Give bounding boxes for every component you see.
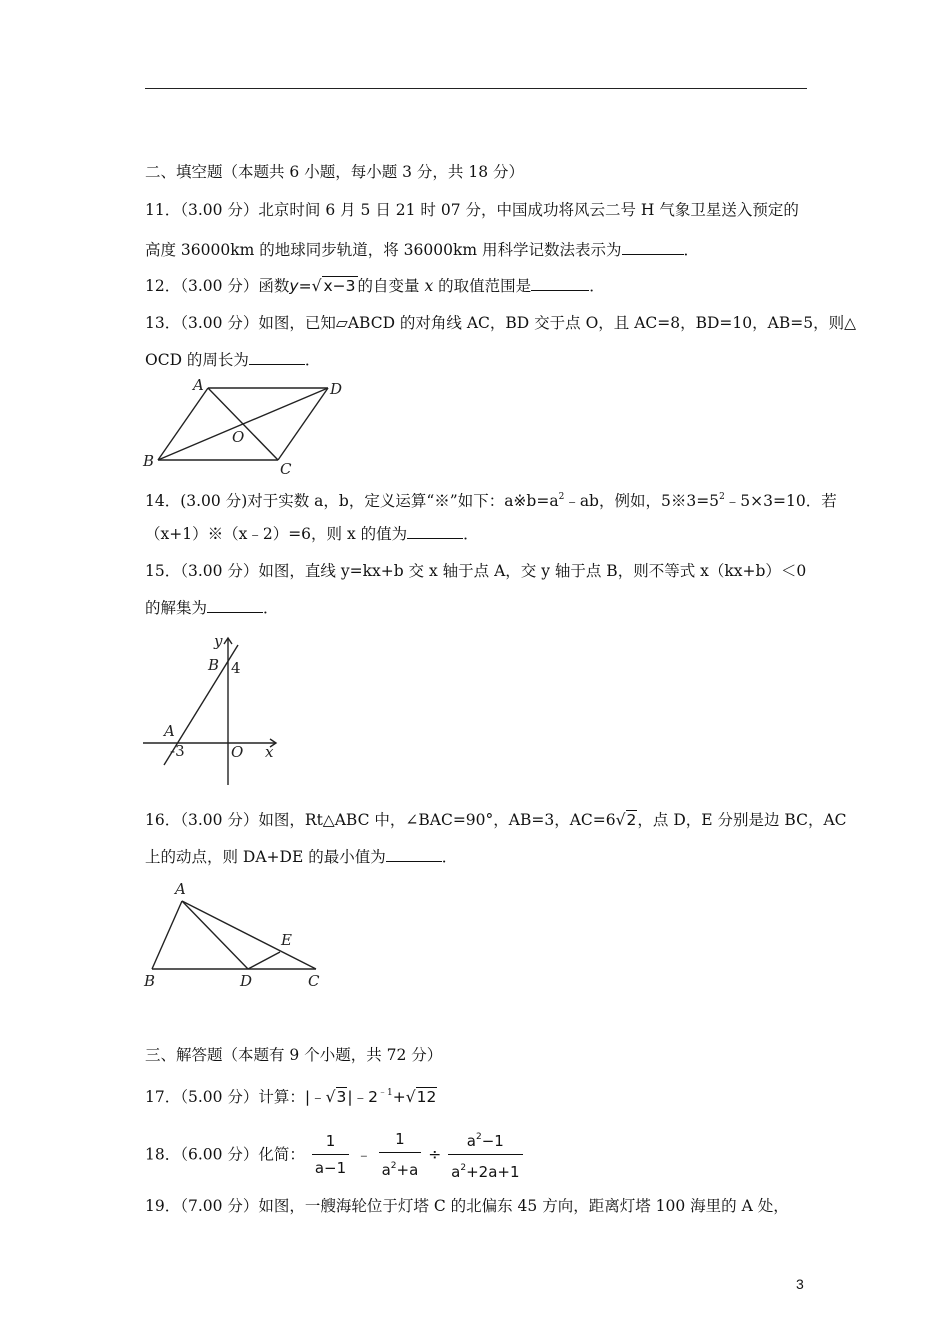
q18-f2-den-a: a: [381, 1161, 391, 1179]
q14-line1: [145, 487, 837, 511]
q18-f3-num-a: a: [466, 1132, 476, 1150]
q15-line1: 15．（3.00 分）如图，直线 y=kx+b 交 x 轴于点 A，交 y 轴于点 B，则不等式 x（kx+b）＜0: [145, 562, 807, 580]
q14-text-b: ﹣ab，例如，5※3=5: [564, 492, 720, 510]
q12-var: x: [424, 277, 434, 295]
q16-sqrt2-radicand: 2: [626, 811, 637, 829]
q18-div: ÷: [428, 1145, 442, 1164]
q15-end: ．: [263, 599, 279, 617]
q12-eq: =: [298, 277, 312, 295]
q14-answer-blank[interactable]: [407, 524, 463, 539]
q12-prefix: 12．（3.00 分）函数: [145, 277, 290, 295]
q16-label-e: E: [281, 931, 292, 949]
q12-answer-blank[interactable]: [531, 276, 589, 291]
q15-label-4: 4: [231, 659, 241, 677]
q12-suffix: 的取值范围是: [438, 277, 532, 295]
q15-label-neg3: -3: [170, 742, 185, 760]
q13-label-o: O: [232, 428, 245, 446]
q12-line: [145, 276, 605, 296]
q16-text-b: ，点 D，E 分别是边 BC，AC: [637, 811, 847, 829]
q16-label-c: C: [308, 972, 320, 990]
q15-line2: [145, 598, 279, 618]
q15-label-x: x: [265, 743, 274, 761]
q16-answer-blank[interactable]: [386, 847, 442, 862]
q16-end: ．: [441, 848, 458, 866]
section3-title: 三、解答题（本题有 9 个小题，共 72 分）: [145, 1046, 443, 1064]
q14-text-line2: （x+1）※（x﹣2）=6，则 x 的值为: [145, 525, 408, 543]
q15-label-o: O: [231, 743, 244, 761]
q18-f3-den-b: +2a+1: [466, 1163, 520, 1181]
header-rule: [145, 88, 807, 89]
q17-sqrt12-radicand: 12: [416, 1088, 437, 1106]
q12-y: y: [289, 277, 299, 295]
q12-sqrt: √ x−3: [311, 277, 356, 295]
q11-line1: 11．（3.00 分）北京时间 6 月 5 日 21 时 07 分，中国成功将风云二号 H 气象卫星送入预定的: [145, 201, 799, 219]
q15-text-line2: 的解集为: [145, 599, 208, 617]
q18-f2-den-exp: 2: [390, 1161, 397, 1171]
q18-f2-den-b: +a: [396, 1161, 419, 1179]
q17-sqrt3-radicand: 3: [336, 1088, 347, 1106]
q14-text-c: ﹣5×3=10．若: [724, 492, 837, 510]
q16-line1: [145, 810, 847, 830]
q15-answer-blank[interactable]: [207, 598, 263, 613]
q12-mid: 的自变量: [357, 277, 420, 295]
q17-plus: +: [392, 1088, 406, 1106]
q18-f3-den: [448, 1155, 522, 1185]
q18-f3-num-exp: 2: [475, 1132, 482, 1142]
page-number: 3: [796, 1276, 804, 1292]
q15-label-a: A: [164, 722, 175, 740]
q17-line: [145, 1083, 437, 1107]
q15-label-b: B: [208, 656, 220, 674]
q18-f3-num-b: −1: [481, 1132, 504, 1150]
q13-label-b: B: [143, 452, 155, 470]
q18-fraction-1: [312, 1128, 349, 1181]
q18-f2-den: [379, 1153, 422, 1183]
q11-text: 高度 36000km 的地球同步轨道，将 36000km 用科学记数法表示为: [145, 241, 622, 259]
q18-f3-den-a: a: [451, 1163, 461, 1181]
q18-f3-num: [448, 1124, 522, 1155]
q17-abs-close: |﹣2: [347, 1088, 379, 1106]
q15-coordinate-figure: [138, 630, 288, 790]
q18-f2-num: 1: [379, 1126, 422, 1153]
q17-sqrt3: √3: [325, 1088, 347, 1106]
q12-end: ．: [589, 277, 605, 295]
q15-label-y: y: [214, 632, 223, 650]
q13-end: ．: [304, 351, 321, 369]
q17-prefix: 17．（5.00 分）计算：: [145, 1088, 305, 1106]
q14-exp2: 2: [719, 492, 725, 502]
q14-line2: [145, 524, 479, 544]
q11-line2: [145, 240, 699, 260]
q16-line2: [145, 847, 457, 867]
q14-exp1: 2: [558, 492, 565, 502]
q13-line2: [145, 350, 320, 370]
q16-sqrt2: √2: [615, 811, 637, 829]
q11-end: ．: [683, 241, 700, 259]
q16-triangle-figure: [140, 876, 340, 992]
q18-f3-den-exp: 2: [460, 1163, 467, 1173]
q11-answer-blank[interactable]: [622, 240, 684, 255]
q17-exp: ﹣1: [378, 1088, 393, 1098]
q16-text-a: 16．（3.00 分）如图，Rt△ABC 中，∠BAC=90°，AB=3，AC=6: [145, 811, 616, 829]
q17-abs-open: |﹣: [304, 1088, 326, 1106]
q19-line1: 19．（7.00 分）如图，一艘海轮位于灯塔 C 的北偏东 45 方向，距离灯塔 100 海里的 A 处，: [145, 1197, 789, 1215]
q13-label-d: D: [330, 380, 343, 398]
q18-f1-num: 1: [312, 1128, 349, 1155]
q13-label-a: A: [193, 376, 204, 394]
q16-label-d: D: [240, 972, 253, 990]
q16-label-a: A: [175, 880, 186, 898]
section2-title: 二、填空题（本题共 6 小题，每小题 3 分，共 18 分）: [145, 163, 525, 181]
q13-parallelogram-figure: [140, 374, 350, 480]
q13-answer-blank[interactable]: [249, 350, 305, 365]
q13-label-c: C: [280, 460, 292, 478]
q16-label-b: B: [144, 972, 156, 990]
q18-f1-den: a−1: [314, 1159, 347, 1177]
q14-end: ．: [463, 525, 479, 543]
q12-radicand: x−3: [323, 277, 356, 295]
q17-sqrt12: √12: [405, 1088, 437, 1106]
q18-line: [145, 1124, 525, 1185]
q16-text-line2: 上的动点，则 DA+DE 的最小值为: [145, 848, 386, 866]
q18-fraction-3: [448, 1124, 522, 1185]
q14-text-a: 14．(3.00 分)对于实数 a，b，定义运算“※”如下：a※b=a: [145, 492, 559, 510]
q18-minus: ﹣: [356, 1145, 372, 1164]
q13-text: OCD 的周长为: [145, 351, 249, 369]
q18-fraction-2: [379, 1126, 422, 1183]
q13-line1: 13．（3.00 分）如图，已知▱ABCD 的对角线 AC，BD 交于点 O，且 AC=8，BD=10，AB=5，则△: [145, 314, 856, 332]
q18-prefix: 18．（6.00 分）化简：: [145, 1145, 305, 1164]
